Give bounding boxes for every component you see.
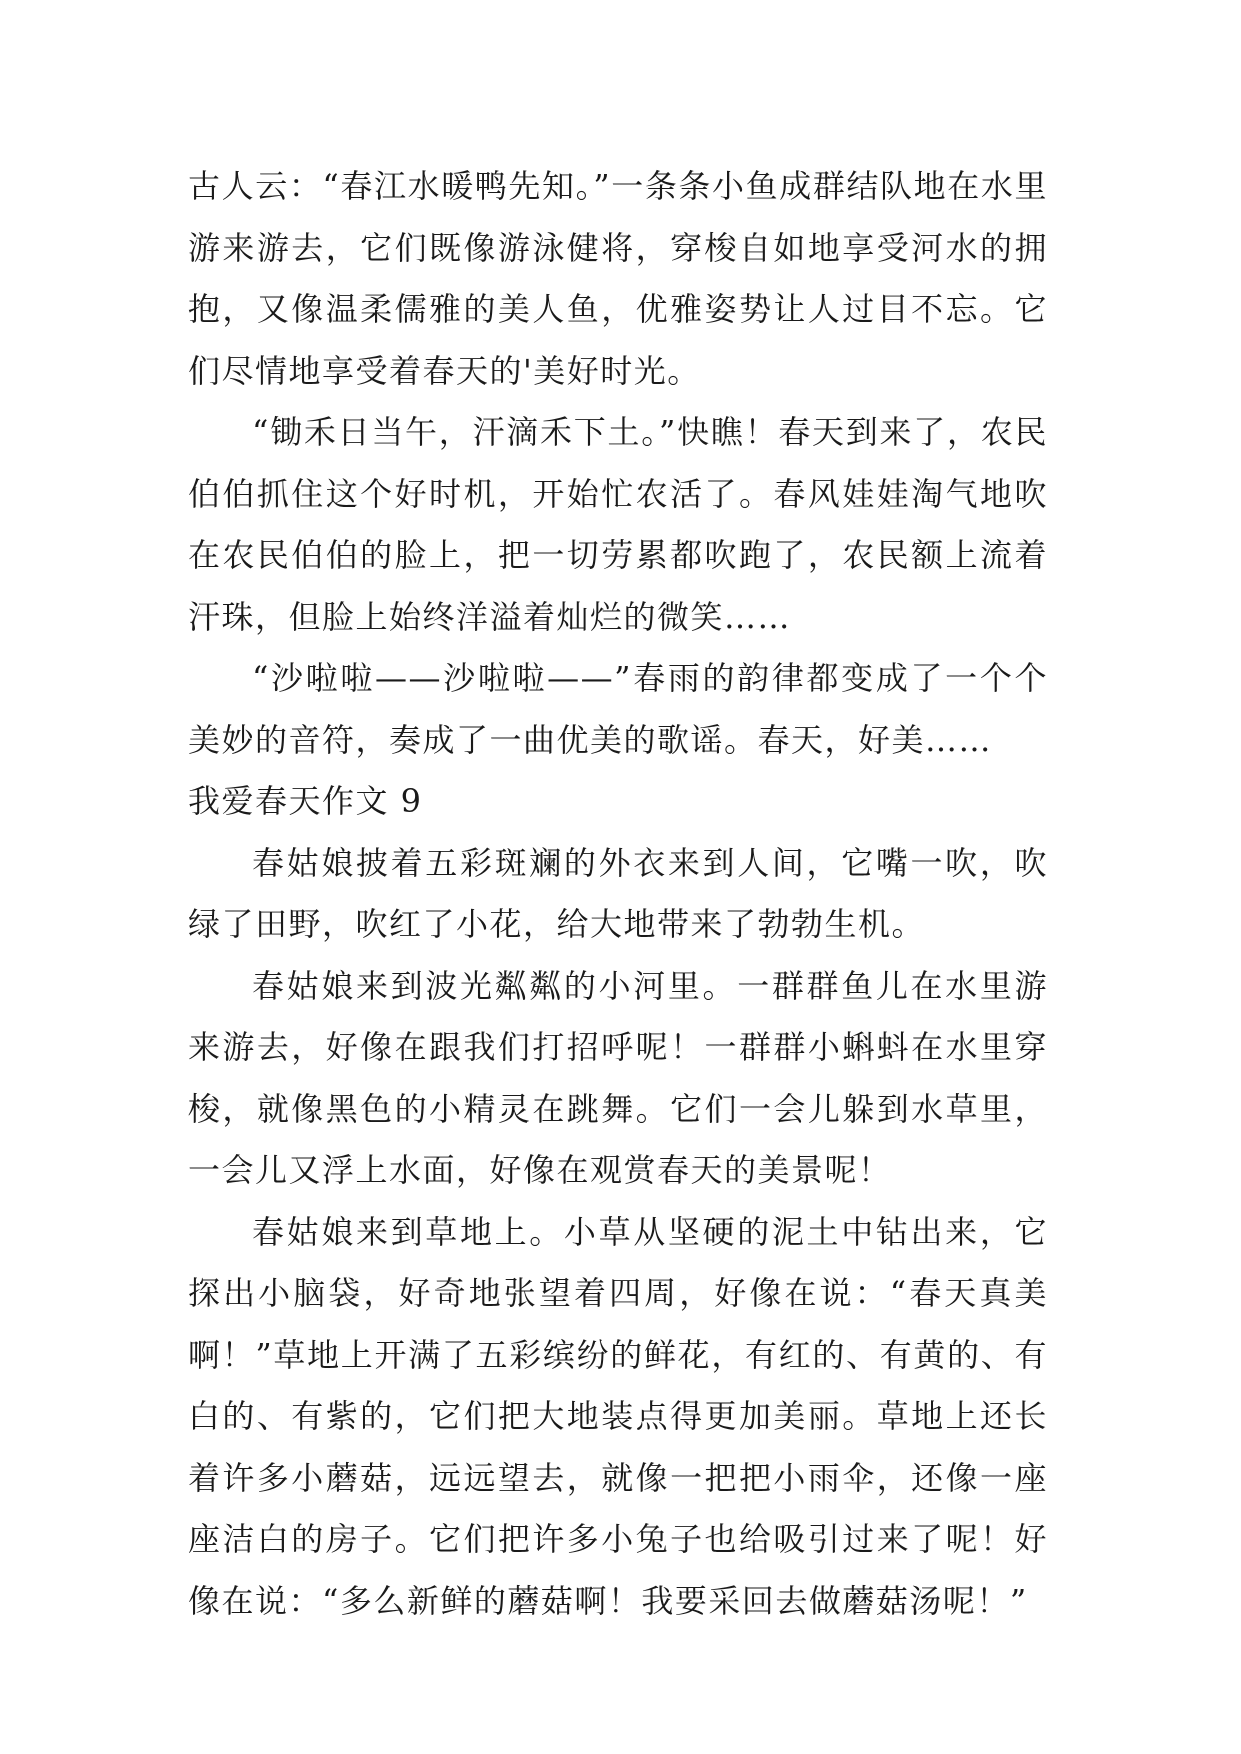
essay-heading: 我爱春天作文 9 <box>188 782 423 820</box>
paragraph-spring-girl: 春姑娘披着五彩斑斓的外衣来到人间，它嘴一吹，吹绿了田野，吹红了小花，给大地带来了勃勃生机。 <box>188 843 1048 943</box>
paragraph-spring-rain: “沙啦啦——沙啦啦——”春雨的韵律都变成了一个个美妙的音符，奏成了一曲优美的歌谣。春天，好美…… <box>188 659 1048 759</box>
paragraph-fish: 古人云：“春江水暖鸭先知。”一条条小鱼成群结队地在水里游来游去，它们既像游泳健将，穿梭自如地享受河水的拥抱，又像温柔儒雅的美人鱼，优雅姿势让人过目不忘。它们尽情地享受着春天的'美好时光。 <box>188 167 1048 390</box>
paragraph-river: 春姑娘来到波光粼粼的小河里。一群群鱼儿在水里游来游去，好像在跟我们打招呼呢！一群群小蝌蚪在水里穿梭，就像黑色的小精灵在跳舞。它们一会儿躲到水草里，一会儿又浮上水面，好像在观赏春天的美景呢！ <box>188 966 1048 1189</box>
paragraph-farmers: “锄禾日当午，汗滴禾下土。”快瞧！春天到来了，农民伯伯抓住这个好时机，开始忙农活了。春风娃娃淘气地吹在农民伯伯的脸上，把一切劳累都吹跑了，农民额上流着汗珠，但脸上始终洋溢着灿烂的微笑…… <box>188 413 1048 636</box>
document-body <box>188 156 1048 1632</box>
paragraph-meadow: 春姑娘来到草地上。小草从坚硬的泥土中钻出来，它探出小脑袋，好奇地张望着四周，好像在说：“春天真美啊！”草地上开满了五彩缤纷的鲜花，有红的、有黄的、有白的、有紫的，它们把大地装点得更加美丽。草地上还长着许多小蘑菇，远远望去，就像一把把小雨伞，还像一座座洁白的房子。它们把许多小兔子也给吸引过来了呢！好像在说：“多么新鲜的蘑菇啊！我要采回去做蘑菇汤呢！” <box>188 1212 1048 1620</box>
